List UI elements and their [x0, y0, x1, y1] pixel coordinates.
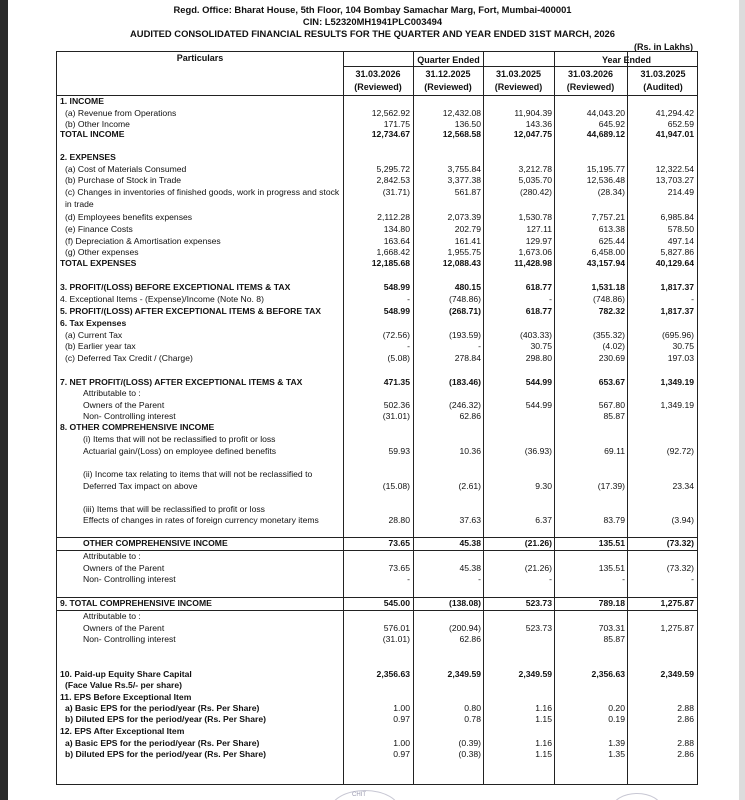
cell-value: - — [691, 574, 694, 584]
results-table — [56, 51, 698, 785]
cell-value: 2,842.53 — [376, 175, 410, 185]
cell-value: 41,294.42 — [655, 108, 694, 118]
row-label: OTHER COMPREHENSIVE INCOME — [83, 538, 228, 548]
cell-value: 1,817.37 — [660, 282, 694, 292]
cell-value: 62.86 — [459, 411, 481, 421]
col3-status: (Reviewed) — [494, 82, 543, 92]
row-label: (b) Earlier year tax — [65, 341, 136, 351]
cell-value: 6,985.84 — [660, 212, 694, 222]
col-particulars: Particulars — [176, 53, 224, 63]
cell-value: 2.86 — [677, 714, 694, 724]
cell-value: 69.11 — [604, 446, 625, 456]
cell-value: (31.01) — [382, 411, 410, 421]
cell-value: (17.39) — [597, 481, 625, 491]
cell-value: (268.71) — [448, 306, 481, 316]
cell-value: 163.64 — [383, 236, 410, 246]
cell-value: 143.36 — [525, 119, 552, 129]
row-label: (d) Employees benefits expenses — [65, 212, 193, 222]
cell-value: 502.36 — [383, 400, 410, 410]
cell-value: 1.39 — [608, 738, 625, 748]
row-label: Non- Controlling interest — [83, 411, 176, 421]
cell-value: 703.31 — [598, 623, 625, 633]
cell-value: 625.44 — [598, 236, 625, 246]
cell-value: 1.16 — [535, 703, 552, 713]
cell-value: - — [478, 574, 481, 584]
cell-value: 3,212.78 — [518, 164, 552, 174]
row-label: (iii) Items that will be reclassified to profit or loss — [83, 504, 265, 514]
cell-value: 0.20 — [608, 703, 625, 713]
row-label: 4. Exceptional Items - (Expense)/Income (Note No. 8) — [60, 294, 264, 304]
cell-value: (72.56) — [382, 330, 410, 340]
cell-value: - — [691, 294, 694, 304]
cell-value: (0.39) — [458, 738, 481, 748]
cell-value: 83.79 — [603, 515, 625, 525]
cell-value: 1,275.87 — [660, 623, 694, 633]
cell-value: 129.97 — [525, 236, 552, 246]
cell-value: 545.00 — [383, 598, 410, 608]
units-note: (Rs. in Lakhs) — [634, 42, 694, 52]
cell-value: 0.97 — [393, 749, 410, 759]
cell-value: (21.26) — [524, 563, 552, 573]
registered-office: Regd. Office: Bharat House, 5th Floor, 104 Bombay Samachar Marg, Fort, Mumbai-400001 — [173, 4, 572, 15]
cell-value: 135.51 — [598, 563, 625, 573]
cell-value: 2.88 — [677, 703, 694, 713]
row-label: Owners of the Parent — [83, 563, 165, 573]
cell-value: 1.00 — [393, 703, 410, 713]
cell-value: 523.73 — [525, 623, 552, 633]
row-label: 5. PROFIT/(LOSS) AFTER EXCEPTIONAL ITEMS & BEFORE TAX — [60, 306, 322, 316]
cell-value: 12,734.67 — [371, 129, 410, 139]
cell-value: 44,689.12 — [586, 129, 625, 139]
cell-value: 197.03 — [667, 353, 694, 363]
cell-value: 135.51 — [598, 538, 625, 548]
cell-value: (21.26) — [524, 538, 552, 548]
cell-value: 5,035.70 — [518, 175, 552, 185]
cell-value: 653.67 — [598, 377, 625, 387]
cell-value: 544.99 — [525, 400, 552, 410]
cell-value: 12,322.54 — [655, 164, 694, 174]
cell-value: 2,349.59 — [447, 669, 481, 679]
row-label: (a) Current Tax — [65, 330, 123, 340]
row-label: (f) Depreciation & Amortisation expenses — [65, 236, 221, 246]
cell-value: (193.59) — [448, 330, 481, 340]
cell-value: 278.84 — [454, 353, 481, 363]
cell-value: 2,356.63 — [376, 669, 410, 679]
cell-value: 2,356.63 — [591, 669, 625, 679]
cell-value: 11,904.39 — [514, 108, 552, 118]
cell-value: 1,673.06 — [518, 247, 552, 257]
cell-value: 5,827.86 — [660, 247, 694, 257]
row-label: 2. EXPENSES — [60, 152, 116, 162]
cell-value: - — [407, 574, 410, 584]
cell-value: (748.86) — [592, 294, 625, 304]
cin-number: CIN: L52320MH1941PLC003494 — [302, 16, 443, 27]
row-label: 1. INCOME — [60, 96, 104, 106]
cell-value: (36.93) — [524, 446, 552, 456]
col4-status: (Reviewed) — [566, 82, 615, 92]
cell-value: (748.86) — [448, 294, 481, 304]
cell-value: - — [478, 341, 481, 351]
cell-value: (73.32) — [666, 563, 694, 573]
row-label: Owners of the Parent — [83, 623, 165, 633]
row-label: Actuarial gain/(Loss) on employee defined benefits — [83, 446, 276, 456]
cell-value: (183.46) — [448, 377, 481, 387]
cell-value: (2.61) — [458, 481, 481, 491]
cell-value: - — [549, 294, 552, 304]
cell-value: 548.99 — [383, 306, 410, 316]
cell-value: 171.75 — [383, 119, 410, 129]
cell-value: 789.18 — [598, 598, 625, 608]
row-label: Non- Controlling interest — [83, 574, 176, 584]
row-label: TOTAL INCOME — [60, 129, 125, 139]
cell-value: 1.15 — [535, 749, 552, 759]
cell-value: 202.79 — [454, 224, 481, 234]
cell-value: 134.80 — [383, 224, 410, 234]
cell-value: 37.63 — [459, 515, 481, 525]
row-label: a) Basic EPS for the period/year (Rs. Per Share) — [65, 738, 260, 748]
cell-value: 1,817.37 — [660, 306, 694, 316]
cell-value: 62.86 — [459, 634, 481, 644]
col-quarter-ended: Quarter Ended — [417, 55, 480, 65]
row-label: Owners of the Parent — [83, 400, 165, 410]
cell-value: 1,531.18 — [591, 282, 625, 292]
cell-value: 544.99 — [525, 377, 552, 387]
cell-value: (31.01) — [382, 634, 410, 644]
col-year-ended: Year Ended — [601, 55, 652, 65]
right-border — [739, 0, 745, 800]
cell-value: 2,349.59 — [660, 669, 694, 679]
cell-value: 9.30 — [535, 481, 552, 491]
cell-value: (0.38) — [458, 749, 481, 759]
row-label: b) Diluted EPS for the period/year (Rs. Per Share) — [65, 714, 267, 724]
row-label: 9. TOTAL COMPREHENSIVE INCOME — [60, 598, 212, 608]
cell-value: 6.37 — [535, 515, 552, 525]
row-label: (g) Other expenses — [65, 247, 139, 257]
cell-value: 73.65 — [388, 563, 410, 573]
cell-value: - — [407, 341, 410, 351]
cell-value: - — [407, 294, 410, 304]
cell-value: 45.38 — [459, 563, 481, 573]
row-label: 8. OTHER COMPREHENSIVE INCOME — [60, 422, 215, 432]
cell-value: 567.80 — [598, 400, 625, 410]
col5-date: 31.03.2025 — [640, 69, 686, 79]
cell-value: 1.00 — [393, 738, 410, 748]
row-label: 7. NET PROFIT/(LOSS) AFTER EXCEPTIONAL ITEMS & TAX — [60, 377, 303, 387]
col1-status: (Reviewed) — [354, 82, 402, 92]
row-label: (e) Finance Costs — [65, 224, 133, 234]
row-label: (a) Cost of Materials Consumed — [65, 164, 187, 174]
row-label: 3. PROFIT/(LOSS) BEFORE EXCEPTIONAL ITEMS & TAX — [60, 282, 291, 292]
cell-value: 613.38 — [598, 224, 625, 234]
cell-value: (355.32) — [592, 330, 625, 340]
row-label: 6. Tax Expenses — [60, 318, 127, 328]
cell-value: 41,947.01 — [655, 129, 694, 139]
cell-value: (695.96) — [661, 330, 694, 340]
cell-value: (5.08) — [387, 353, 410, 363]
cell-value: 12,047.75 — [513, 129, 552, 139]
row-label: TOTAL EXPENSES — [60, 258, 137, 268]
cell-value: 1.15 — [535, 714, 552, 724]
cell-value: 85.87 — [603, 411, 625, 421]
cell-value: 12,536.48 — [586, 175, 625, 185]
cell-value: 1,530.78 — [518, 212, 552, 222]
cell-value: (246.32) — [448, 400, 481, 410]
cell-value: 12,088.43 — [442, 258, 481, 268]
cell-value: 1,668.42 — [376, 247, 410, 257]
cell-value: 480.15 — [454, 282, 481, 292]
cell-value: 2.88 — [677, 738, 694, 748]
cell-value: 298.80 — [525, 353, 552, 363]
report-title: AUDITED CONSOLIDATED FINANCIAL RESULTS FOR THE QUARTER AND YEAR ENDED 31ST MARCH, 2026 — [130, 28, 615, 39]
col4-date: 31.03.2026 — [567, 69, 614, 79]
cell-value: 7,757.21 — [591, 212, 625, 222]
row-label: Effects of changes in rates of foreign currency monetary items — [83, 515, 319, 525]
cell-value: 0.78 — [464, 714, 481, 724]
cell-value: 12,568.58 — [442, 129, 481, 139]
cell-value: 1,275.87 — [660, 598, 694, 608]
cell-value: 40,129.64 — [655, 258, 694, 268]
cell-value: 652.59 — [667, 119, 694, 129]
cell-value: 12,562.92 — [371, 108, 410, 118]
cell-value: 30.75 — [672, 341, 694, 351]
cell-value: 12,185.68 — [371, 258, 410, 268]
cell-value: 23.34 — [672, 481, 694, 491]
cell-value: (73.32) — [666, 538, 694, 548]
cell-value: 43,157.94 — [586, 258, 625, 268]
cell-value: 5,295.72 — [376, 164, 410, 174]
left-border — [0, 0, 8, 800]
cell-value: (4.02) — [602, 341, 625, 351]
cell-value: 782.32 — [598, 306, 625, 316]
row-label: (b) Purchase of Stock in Trade — [65, 175, 182, 185]
cell-value: - — [549, 574, 552, 584]
row-label: Deferred Tax impact on above — [83, 481, 198, 491]
cell-value: (3.94) — [671, 515, 694, 525]
cell-value: 13,703.27 — [655, 175, 694, 185]
row-label: Attributable to : — [83, 611, 141, 621]
row-label: (a) Revenue from Operations — [65, 108, 177, 118]
row-label: (b) Other Income — [65, 119, 130, 129]
cell-value: 73.65 — [388, 538, 410, 548]
cell-value: 0.19 — [608, 714, 625, 724]
cell-value: 578.50 — [667, 224, 694, 234]
cell-value: 230.69 — [598, 353, 625, 363]
cell-value: 214.49 — [667, 187, 694, 197]
row-label: (ii) Income tax relating to items that will not be reclassified to — [83, 469, 313, 479]
cell-value: 0.80 — [464, 703, 481, 713]
row-label: Attributable to : — [83, 551, 141, 561]
cell-value: 10.36 — [459, 446, 481, 456]
row-label: (c) Changes in inventories of finished goods, work in progress and stock in trade — [65, 187, 340, 209]
cell-value: 15,195.77 — [586, 164, 625, 174]
cell-value: 2,073.39 — [447, 212, 481, 222]
cell-value: 497.14 — [667, 236, 694, 246]
cell-value: (15.08) — [382, 481, 410, 491]
cell-value: 618.77 — [525, 306, 552, 316]
col2-date: 31.12.2025 — [425, 69, 471, 79]
cell-value: 12,432.08 — [442, 108, 481, 118]
cell-value: (138.08) — [448, 598, 481, 608]
cell-value: 28.80 — [388, 515, 410, 525]
cell-value: 1.35 — [608, 749, 625, 759]
cell-value: 561.87 — [454, 187, 481, 197]
row-label: 10. Paid-up Equity Share Capital — [60, 669, 192, 679]
cell-value: 3,755.84 — [447, 164, 481, 174]
row-label: Non- Controlling interest — [83, 634, 176, 644]
stamp-seal-right — [612, 793, 662, 800]
row-label: 11. EPS Before Exceptional Item — [60, 692, 192, 702]
col1-date: 31.03.2026 — [355, 69, 401, 79]
cell-value: 1.16 — [535, 738, 552, 748]
col3-date: 31.03.2025 — [495, 69, 542, 79]
cell-value: 45.38 — [459, 538, 481, 548]
cell-value: 44,043.20 — [586, 108, 625, 118]
cell-value: 645.92 — [598, 119, 625, 129]
cell-value: 1,349.19 — [660, 377, 694, 387]
cell-value: - — [622, 574, 625, 584]
row-label: (c) Deferred Tax Credit / (Charge) — [65, 353, 193, 363]
cell-value: 161.41 — [454, 236, 481, 246]
cell-value: 3,377.38 — [447, 175, 481, 185]
cell-value: 59.93 — [388, 446, 410, 456]
col5-status: (Audited) — [643, 82, 683, 92]
stamp-text: CHIT — [352, 792, 366, 798]
cell-value: 548.99 — [383, 282, 410, 292]
cell-value: 618.77 — [525, 282, 552, 292]
cell-value: (92.72) — [666, 446, 694, 456]
cell-value: 6,458.00 — [591, 247, 625, 257]
cell-value: (31.71) — [382, 187, 410, 197]
row-label: b) Diluted EPS for the period/year (Rs. Per Share) — [65, 749, 267, 759]
cell-value: 0.97 — [393, 714, 410, 724]
cell-value: 523.73 — [525, 598, 552, 608]
cell-value: 2.86 — [677, 749, 694, 759]
cell-value: 471.35 — [383, 377, 410, 387]
cell-value: (28.34) — [597, 187, 625, 197]
cell-value: 11,428.98 — [514, 258, 552, 268]
cell-value: 2,112.28 — [377, 212, 410, 222]
row-label: (i) Items that will not be reclassified to profit or loss — [83, 434, 276, 444]
cell-value: 136.50 — [454, 119, 481, 129]
cell-value: 2,349.59 — [518, 669, 552, 679]
cell-value: (280.42) — [519, 187, 552, 197]
cell-value: 1,349.19 — [660, 400, 694, 410]
row-label: a) Basic EPS for the period/year (Rs. Per Share) — [65, 703, 260, 713]
row-label: (Face Value Rs.5/- per share) — [65, 680, 183, 690]
row-label: Attributable to : — [83, 388, 141, 398]
cell-value: 1,955.75 — [447, 247, 481, 257]
cell-value: 576.01 — [383, 623, 410, 633]
cell-value: 85.87 — [603, 634, 625, 644]
cell-value: 127.11 — [526, 224, 552, 234]
cell-value: 30.75 — [530, 341, 552, 351]
col2-status: (Reviewed) — [424, 82, 472, 92]
cell-value: (200.94) — [448, 623, 481, 633]
row-label: 12. EPS After Exceptional Item — [60, 726, 185, 736]
cell-value: (403.33) — [519, 330, 552, 340]
